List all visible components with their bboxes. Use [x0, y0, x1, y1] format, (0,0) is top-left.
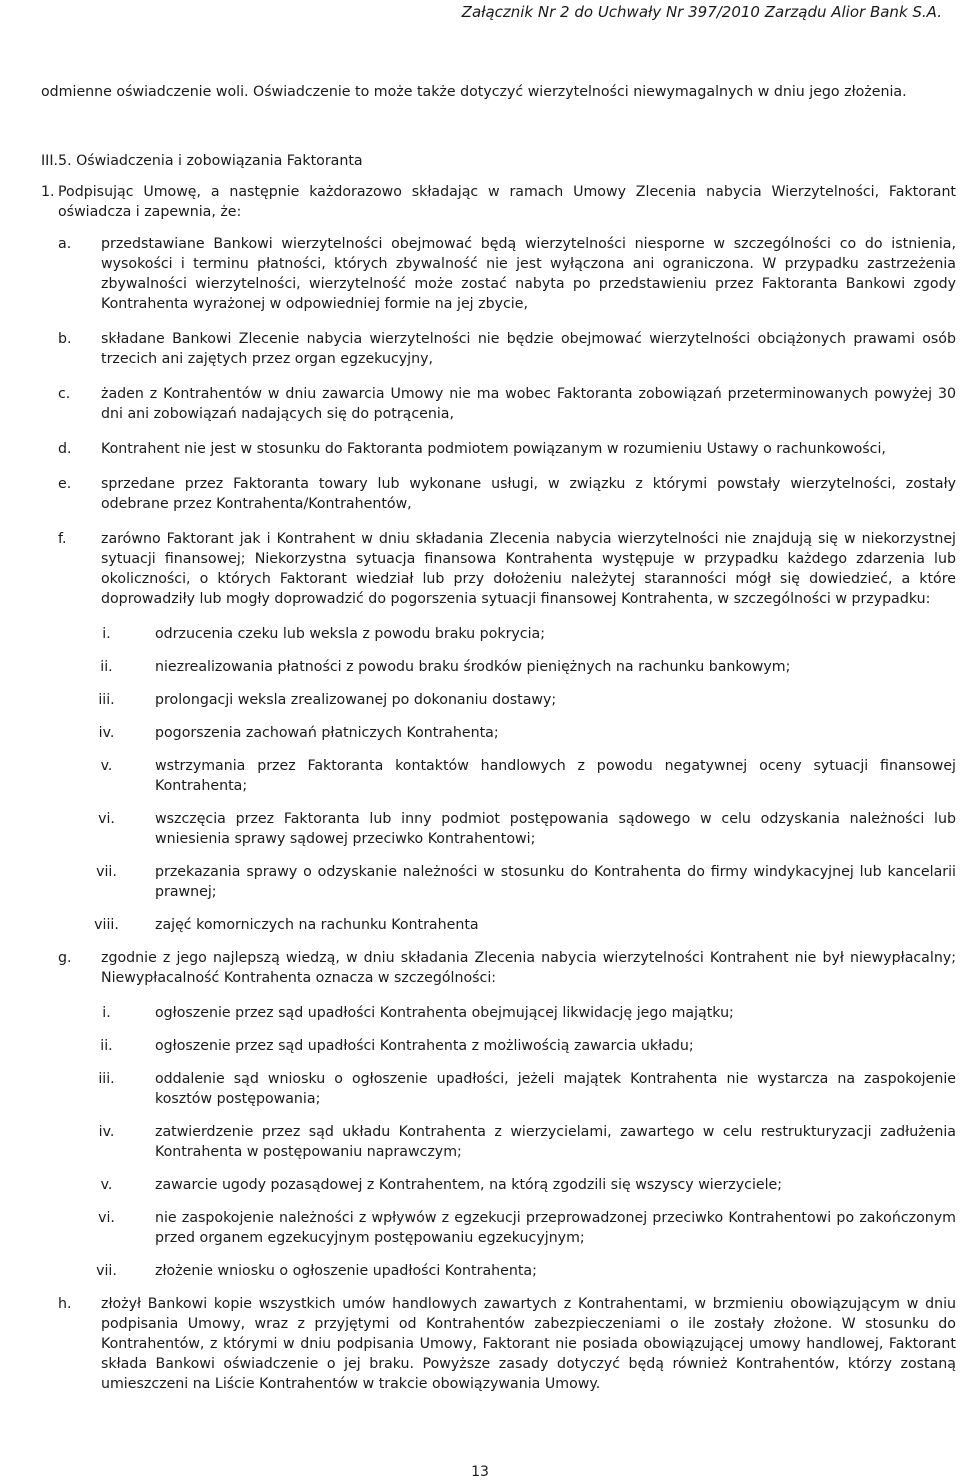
item-text: Kontrahent nie jest w stosunku do Faktoranta podmiotem powiązanym w rozumieniu Ustawy o rachunkowości, [101, 441, 886, 457]
list-item-b [58, 329, 956, 369]
document-body [41, 82, 956, 1421]
sublist-item [58, 1208, 956, 1248]
sublist-label: vii. [96, 1263, 117, 1279]
sublist-label: iii. [98, 1071, 115, 1087]
intro-paragraph: odmienne oświadczenie woli. Oświadczenie to może także dotyczyć wierzytelności niewymagalnych w dniu jego złożenia. [41, 84, 907, 100]
g-sublist [58, 1003, 956, 1281]
sublist-text: wszczęcia przez Faktoranta lub inny podmiot postępowania sądowego w celu odzyskania należności lub wniesienia sprawy sądowej przeciwko Kontrahentowi; [155, 811, 956, 847]
sublist-text: ogłoszenie przez sąd upadłości Kontrahenta obejmującej likwidację jego majątku; [155, 1005, 734, 1021]
sublist-item [58, 756, 956, 796]
sublist-label: vi. [98, 1210, 115, 1226]
sublist-text: wstrzymania przez Faktoranta kontaktów handlowych z powodu negatywnej oceny sytuacji finansowej Kontrahenta; [155, 758, 956, 794]
sublist-label: iv. [98, 1124, 115, 1140]
sublist-label: i. [102, 626, 111, 642]
sublist-text: prolongacji weksla zrealizowanej po dokonaniu dostawy; [155, 692, 557, 708]
sublist-item [58, 657, 956, 677]
page-number: 13 [471, 1464, 489, 1480]
item-label: g. [58, 950, 72, 966]
sublist-item [58, 915, 956, 935]
sublist-label: v. [100, 758, 113, 774]
item-text: przedstawiane Bankowi wierzytelności obejmować będą wierzytelności niesporne w szczególności co do istnienia, wysokości i terminu płatności, których zbywalność nie jest wyłączona ani ograniczona. W przypadku zastrzeżenia zbywalności wierzytelności, wierzytelność może zostać nabyta po przedstawieniu przez Faktoranta Bankowi zgody Kontrahenta wyrażonej w odpowiedniej formie na jej zbycie, [101, 236, 956, 312]
sublist-label: viii. [94, 917, 119, 933]
list-item-g [58, 948, 956, 988]
f-sublist [58, 624, 956, 935]
list-item-e [58, 474, 956, 514]
sublist-text: odrzucenia czeku lub weksla z powodu braku pokrycia; [155, 626, 546, 642]
item-label: f. [58, 531, 67, 547]
list-item-h [58, 1294, 956, 1394]
item-label: c. [58, 386, 71, 402]
point-text: Podpisując Umowę, a następnie każdorazowo składając w ramach Umowy Zlecenia nabycia Wierzytelności, Faktorant oświadcza i zapewnia, że: [58, 184, 956, 220]
item-text: zgodnie z jego najlepszą wiedzą, w dniu składania Zlecenia nabycia wierzytelności Kontrahent nie był niewypłacalny; Niewypłacalność Kontrahenta oznacza w szczególności: [101, 950, 956, 986]
sublist-item [58, 1069, 956, 1109]
sublist-text: złożenie wniosku o ogłoszenie upadłości Kontrahenta; [155, 1263, 537, 1279]
item-text: sprzedane przez Faktoranta towary lub wykonane usługi, w związku z którymi powstały wierzytelności, zostały odebrane przez Kontrahenta/Kontrahentów, [101, 476, 956, 512]
list-item-f [58, 529, 956, 609]
sublist-text: nie zaspokojenie należności z wpływów z egzekucji przeprowadzonej przeciwko Kontrahentowi po zakończonym przed organem egzekucyjnym postępowaniu egzekucyjnym; [155, 1210, 956, 1246]
sublist-label: vi. [98, 811, 115, 827]
sublist-item [58, 862, 956, 902]
sublist-text: przekazania sprawy o odzyskanie należności w stosunku do Kontrahenta do firmy windykacyjnej lub kancelarii prawnej; [155, 864, 956, 900]
list-item-a [58, 234, 956, 314]
sublist-text: zawarcie ugody pozasądowej z Kontrahentem, na którą zgodzili się wszyscy wierzyciele; [155, 1177, 783, 1193]
list-item-d [58, 439, 956, 459]
sublist-label: v. [100, 1177, 113, 1193]
section-title: III.5. Oświadczenia i zobowiązania Faktoranta [41, 153, 363, 169]
point-body [58, 182, 956, 1409]
document-header: Załącznik Nr 2 do Uchwały Nr 397/2010 Zarządu Alior Bank S.A. [461, 3, 942, 21]
sublist-text: niezrealizowania płatności z powodu braku środków pieniężnych na rachunku bankowym; [155, 659, 791, 675]
item-label: e. [58, 476, 72, 492]
sublist-item [58, 1261, 956, 1281]
sublist-text: zatwierdzenie przez sąd układu Kontrahenta z wierzycielami, zawartego w celu restrukturyzacji zadłużenia Kontrahenta w postępowaniu naprawczym; [155, 1124, 956, 1160]
item-label: a. [58, 236, 72, 252]
sublist-item [58, 1003, 956, 1023]
sublist-text: zajęć komorniczych na rachunku Kontrahenta [155, 917, 479, 933]
sublist-item [58, 1175, 956, 1195]
sublist-item [58, 624, 956, 644]
sublist-label: vii. [96, 864, 117, 880]
item-label: b. [58, 331, 72, 347]
item-text: złożył Bankowi kopie wszystkich umów handlowych zawartych z Kontrahentami, w brzmieniu obowiązującym w dniu podpisania Umowy, wraz z przyjętymi od Kontrahentów zabezpieczeniami o ile zostały złożone. W stosunku do Kontrahentów, z którymi w dniu podpisania Umowy, Faktorant nie posiada obowiązującej umowy handlowej, Faktorant składa Bankowi oświadczenie o jej braku. Powyższe zasady dotyczyć będą również Kontrahentów, którzy zostaną umieszczeni na Liście Kontrahentów w trakcie obowiązywania Umowy. [101, 1296, 956, 1392]
sublist-item [58, 809, 956, 849]
sublist-item [58, 1036, 956, 1056]
sublist-item [58, 723, 956, 743]
sublist-label: ii. [100, 659, 113, 675]
sublist-label: i. [102, 1005, 111, 1021]
sublist-item [58, 1122, 956, 1162]
point-1 [41, 182, 956, 1409]
sublist-label: ii. [100, 1038, 113, 1054]
sublist-label: iv. [98, 725, 115, 741]
list-item-c [58, 384, 956, 424]
sublist-text: oddalenie sąd wniosku o ogłoszenie upadłości, jeżeli majątek Kontrahenta nie wystarcza na zaspokojenie kosztów postępowania; [155, 1071, 956, 1107]
item-label: h. [58, 1296, 72, 1312]
sublist-text: pogorszenia zachowań płatniczych Kontrahenta; [155, 725, 499, 741]
item-text: składane Bankowi Zlecenie nabycia wierzytelności nie będzie obejmować wierzytelności obciążonych prawami osób trzecich ani zajętych przez organ egzekucyjny, [101, 331, 956, 367]
sublist-text: ogłoszenie przez sąd upadłości Kontrahenta z możliwością zawarcia układu; [155, 1038, 694, 1054]
point-number: 1. [41, 184, 55, 200]
sublist-label: iii. [98, 692, 115, 708]
item-text: zarówno Faktorant jak i Kontrahent w dniu składania Zlecenia nabycia wierzytelności nie znajdują się w niekorzystnej sytuacji finansowej; Niekorzystna sytuacja finansowa Kontrahenta występuje w przypadku każdego zdarzenia lub okoliczności, o których Faktorant wiedział lub przy dołożeniu należytej staranności mógł się dowiedzieć, a które doprowadziły lub mogły doprowadzić do pogorszenia sytuacji finansowej Kontrahenta, w szczególności w przypadku: [101, 531, 956, 607]
item-text: żaden z Kontrahentów w dniu zawarcia Umowy nie ma wobec Faktoranta zobowiązań przeterminowanych powyżej 30 dni ani zobowiązań nadających się do potrącenia, [101, 386, 956, 422]
sublist-item [58, 690, 956, 710]
item-label: d. [58, 441, 72, 457]
